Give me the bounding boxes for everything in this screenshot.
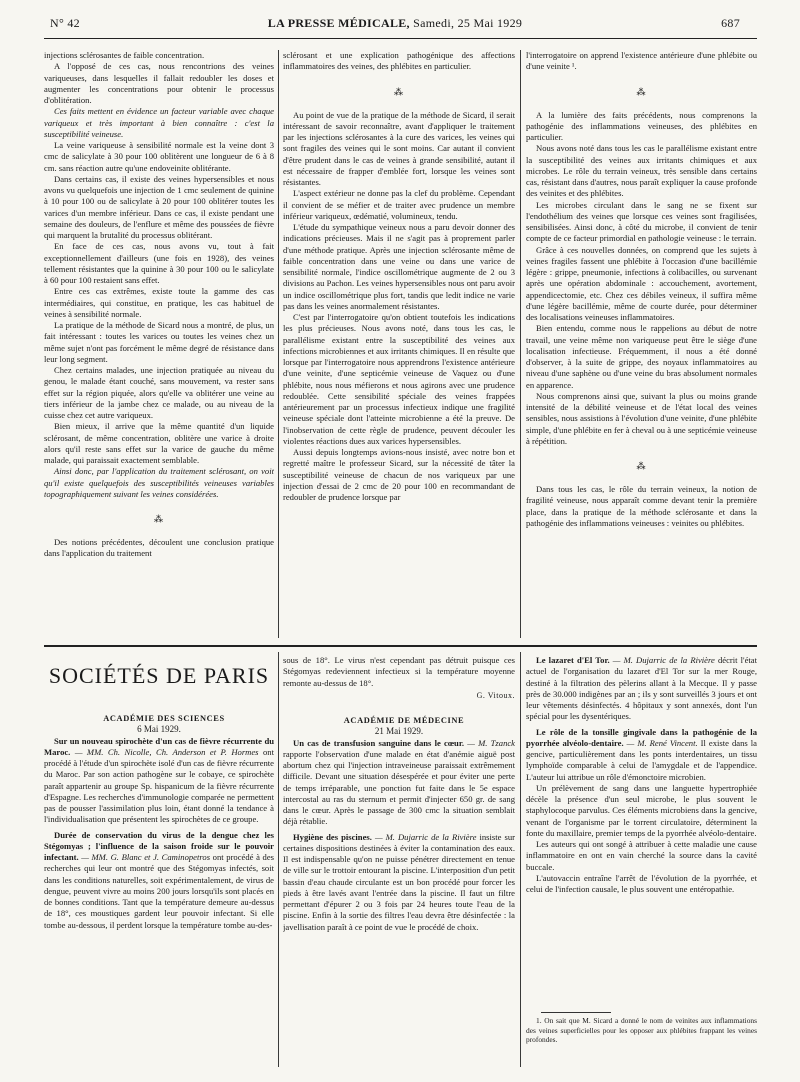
report-item [44,736,274,826]
report-text: ont procédé à l'étude d'un spirochète isolé d'un cas de fièvre récurrente du Maroc. Par son action pathogène sur le cobaye, ce spirochète paraît appartenir au groupe Sp. hispanicum de la fièvre récurrente d'Espagne. Les recherches d'immunologie comparée ne permettent pas de pousser l'assimilation plus loin, étant donné la tendance à l'individualisation que présentent les spirochètes de ce groupe. [44,746,274,825]
section-stars: ⁂ [636,461,647,471]
column-rule [278,50,279,638]
footnote [526,1016,757,1056]
article-column-2 [283,50,515,638]
article-column-1 [44,50,274,638]
paragraph: Nous comprenons ainsi que, suivant la plus ou moins grande intensité de la débilité veineuse et de l'état local des veines sensibles, nous assistions à l'évolution d'une veinite, d'une phlébite simple, d'une phlébite en fer à cheval ou à une septicémie veineuse à répétition. [526,390,757,446]
paragraph: Dans tous les cas, le rôle du terrain veineux, la notion de fragilité veineuse, nous apparaît comme devant tenir la première place, dans la pratique de la méthode sclérosante et dans la pathogénie des inflammations veineuses : veinites ou phlébites. [526,484,757,528]
footnote-text: 1. On sait que M. Sicard a donné le nom de veinites aux inflammations des veines superficielles pour les opposer aux phlébites frappant les veines profondes. [526,1016,757,1044]
paragraph: Grâce à ces nouvelles données, on comprend que les sujets à veines fragiles fassent une phlébite à l'occasion d'une bacillémie légère : grippe, pneumonie, infections à colibacilles, ou survenant après une opération abdominale : accouchement, avortement, appendicectomie, etc. Chez ces débiles veineux, il suffira même d'une légère bacillémie, même de courte durée, pour déterminer des localisations veineuses inflammatoires. [526,244,757,322]
paragraph: Nous avons noté dans tous les cas le parallélisme existant entre la susceptibilité des veines aux irritants chimiques et aux microbes. Le rôle du terrain veineux, très sensible dans certains cas, résistant dans d'autres, nous paraît expliquer la cause profonde des veinites et des phlébites. [526,143,757,199]
session-date: 21 Mai 1929. [374,726,424,737]
paragraph: Des notions précédentes, découlent une conclusion pratique dans l'application du traitement [44,537,274,559]
paragraph: Entre ces cas extrêmes, existe toute la gamme des cas intermédiaires, qui constitue, en pratique, les cas habituel de veines à sensibilité normale. [44,286,274,319]
report-authors: — M. René Vincent. [626,737,698,748]
column-rule [278,652,279,1067]
paragraph: Au point de vue de la pratique de la méthode de Sicard, il serait intéressant de savoir reconnaître, avant d'appliquer le traitement par les injections sclérosantes à la cure des varices, les veines qui sont fragiles des veines qui le sont moins. Car autant il convient d'être prudent dans le cas de veines à grande sensibilité, autant il est nécessaire de frapper d'emblée fort, lorsque les veines sont résistantes. [283,109,515,187]
academy-heading: ACADÉMIE DE MÉDECINE [343,716,465,725]
report-item [283,832,515,933]
section-title: SOCIÉTÉS DE PARIS [48,663,270,688]
paragraph: Bien entendu, comme nous le rappelions au début de notre travail, une veine même non variqueuse peut être le siège d'une localisation infectieuse. Fréquemment, il nous a été donné d'observer, à la suite de grippe, des noyaux inflammatoires au niveau d'une saphène ou d'une veine du bras absolument normales en apparence. [526,323,757,390]
article-column-3 [526,50,757,638]
report-text: insiste sur certaines dispositions destinées à éviter la contamination des eaux. Il est indispensable qu'on ne puisse pénétrer directement en tenue de ville sur le trottoir entourant la piscine. L'interposition d'un petit bassin d'eau chaude circulante est un bon procédé pour forcer les pieds à être lavés avant l'entrée dans la piscine. Il faut un filtre permettant d'épurer 2 ou 3 fois par 24 heures toute l'eau de la piscine. Enfin à la sortie des filtres l'eau devra être désinfectée : la javellisation paraît à ce point de vue le procédé de choix. [283,831,515,932]
report-title: Le lazaret d'El Tor. [536,655,610,665]
page-number: 687 [721,16,740,30]
report-item [283,738,515,828]
section-stars: ⁂ [636,86,647,97]
issue-number: N° 42 [50,16,80,30]
paragraph: A l'opposé de ces cas, nous rencontrions des veines variqueuses, dans lesquelles il fallait redoubler les doses et augmenter les concentrations pour obtenir le processus d'oblitération. [44,61,274,105]
report-text: décrit l'état actuel de l'organisation du lazaret d'El Tor sur la mer Rouge, destiné à la filtration des pèlerins allant à la Mecque. Il y passe près de 30.000 indigènes par an ; ils y sont surveillés 3 jours et ont leur vêtements désinfectés. 4 hôpitaux y sont annexés, dont l'un spécial pour les dysentériques. [526,655,757,722]
paragraph: Un prélèvement de sang dans une languette hypertrophiée décèle la présence d'un seul microbe, le plus souvent le staphylocoque parvulus. Ces éléments microbiens dans la gencive, venant de l'organisme par le torrent circulatoire, déterminent la fonte du maxillaire, premier temps de la pyorrhée alvéolo-dentaire. [526,782,757,838]
report-authors: — M. Dujarric de la Rivière [374,831,477,842]
paragraph: l'interrogatoire on apprend l'existence antérieure d'une phlébite ou d'une veinite ¹. [526,50,757,72]
societes-column-2 [283,655,515,1068]
running-head [50,16,740,36]
report-authors: — M. Tzanck [467,737,515,748]
report-item [526,655,757,723]
paragraph: L'aspect extérieur ne donne pas la clef du problème. Cependant il convient de se méfier et de traiter avec prudence un membre inférieur variqueux, œdématié, volumineux, tendu. [283,188,515,221]
section-rule [44,645,757,647]
paragraph: A la lumière des faits précédents, nous comprenons la pathogénie des inflammations veineuses, des phlébites en particulier. [526,109,757,142]
paragraph: Ainsi donc, par l'application du traitement sclérosant, on voit qu'il existe quelquefois des susceptibilités veineuses variables topographiquement suivant les veines considérées. [44,466,274,499]
paragraph: La veine variqueuse à sensibilité normale est la veine dont 3 cmc de salicylate à 30 pour 100 oblitèrent une longueur de 6 à 8 cm. sans réaction autre qu'une endoveinite oblitérante. [44,140,274,173]
report-continuation: sous de 18°. Le virus n'est cependant pas détruit puisque ces Stégomyas redeviennent infectieux si la température moyenne remonte au-dessus de 18°. [283,655,515,688]
journal-name: LA PRESSE MÉDICALE, [267,16,410,30]
report-authors: — MM. G. Blanc et J. Caminopetros [81,852,211,862]
societes-column-1 [44,713,274,1068]
report-title: Un cas de transfusion sanguine dans le cœur. [293,737,465,748]
report-item [44,830,274,931]
paragraph: Dans certains cas, il existe des veines hypersensibles et nous avons vu quelquefois une injection de 1 cmc seulement de quinine à 10 pour 100 ou de salicylate à 20 pour 100 oblitérer toutes les varices d'un membre inférieur. Dans ce cas, il existe pendant une semaine des douleurs, de l'enflure et même des poussées de fièvre qui marquent la brutalité du processus oblitérant. [44,173,274,240]
societes-column-3 [526,655,757,1010]
paragraph: La pratique de la méthode de Sicard nous a montré, de plus, un fait intéressant : toutes les varices ou toutes les veines chez un même sujet n'ont pas forcément le même degré de résistance dans leur long segment. [44,320,274,364]
report-title: Durée de conservation du virus de la dengue chez les Stégomyas ; l'influence de la saison froide sur le pouvoir infectant. [44,829,274,862]
session-date: 6 Mai 1929. [137,724,181,735]
journal-title [50,16,740,31]
paragraph: L'autovaccin entraîne l'arrêt de l'évolution de la pyorrhée, et celui de l'infection causale, le plus souvent une entéropathie. [526,872,757,894]
paragraph: Les auteurs qui ont songé à attribuer à cette maladie une cause inflammatoire en ont en vain cherché la source dans la cavité buccale. [526,839,757,872]
paragraph: Ces faits mettent en évidence un facteur variable avec chaque variqueux et très important à bien connaître : c'est la susceptibilité veineuse. [44,106,274,139]
report-title: Le rôle de la tonsille gingivale dans la pathogénie de la pyorrhée alvéolo-dentaire. [526,726,757,748]
section-stars: ⁂ [154,514,164,524]
header-rule [44,38,757,39]
footnote-rule [541,1012,611,1013]
paragraph: sclérosant et une explication pathogénique des affections inflammatoires des veines, des phlébites en particulier. [283,50,515,72]
report-title: Hygiène des piscines. [293,831,372,842]
academy-heading: ACADÉMIE DES SCIENCES [103,714,225,723]
reporter-signature: G. Vitoux. [476,690,515,700]
report-item [526,727,757,783]
report-authors: — MM. Ch. Nicolle, Ch. Anderson et P. Hormes [74,746,259,757]
paragraph: C'est par l'interrogatoire qu'on obtient toutefois les indications les plus précieuses. Nous avons noté, dans tous les cas, le parallélisme existant entre la susceptibilité des veines aux infections microbiennes et aux irritants chimiques. Il en résulte que lorsque par l'interrogatoire nous apprendrons l'existence antérieure d'une veinite, d'une septicémie veineuse de Vaquez ou d'une phlébite, nous nous méfierons et nous agirons avec une prudence redoublée. Cette sensibilité spéciale des veines frappées antérieurement par un processus infectieux indique une fragilité veineuse spéciale dont l'atteinte microbienne a été la preuve. De l'inobservation de cette règle de prudence, peuvent découler les violentes réactions dues aux varices hypersensibles. [283,312,515,446]
report-text: Il existe dans la gencive, particulièrement dans les ponts interdentaires, un tissu lymphoïde comparable à celui de l'amygdale et de l'appendice. L'auteur lui attribue un rôle d'émonctoire microbien. [526,737,757,782]
issue-date: Samedi, 25 Mai 1929 [409,16,523,30]
paragraph: L'étude du sympathique veineux nous a paru devoir donner des indications précieuses. Mais il ne s'agit pas à proprement parler d'une méthode pratique. Après une injection sclérosante même de faible concentration dans une veine ou dans une varice de sensibilité normale, l'indice oscillométrique augmente de 2 ou 3 divisions au Pachon. Les veines hypersensibles nous ont paru avoir un indice oscillométrique plus fort, tandis que ledit indice ne varie pas dans les veines anormalement résistantes. [283,222,515,311]
paragraph: Bien mieux, il arrive que la même quantité d'un liquide sclérosant, de même concentration, oblitère une varice à droite alors qu'il reste sans effet sur la varice de gauche du même malade, qui paraissait exactement semblable. [44,421,274,465]
column-rule [520,50,521,638]
report-text: rapporte l'observation d'une malade en état d'anémie aiguë post abortum chez qui l'injection intraveineuse paraissait extrêmement difficile. Devant une situation désespérée et pour éviter une perte de temps irréparable, une ponction fut faite dans le 5e espace intercostal au ras du sternum et permit d'injecter 650 gr. de sang dans le cœur. Après le passage de 300 cmc la situation semblait déjà rétablie. [283,748,515,827]
column-rule [520,652,521,1067]
paragraph: Les microbes circulant dans le sang ne se fixent sur l'endothélium des veines que lorsque ces veines sont fragilisées, sensibilisées. Ainsi donc, à côté du microbe, il convient de tenir compte de ce facteur primordial en pathologie veineuse : le terrain. [526,199,757,244]
paragraph: Aussi depuis longtemps avions-nous insisté, avec notre bon et regretté maître le professeur Sicard, sur la nécessité de tâter la susceptibilité veineuse de chacun de nos variqueux par une injection d'essai de 2 cmc de 20 pour 100 en recommandant de redoubler de prudence lorsque par [283,447,515,502]
report-authors: — M. Dujarric de la Rivière [612,655,715,665]
paragraph: Chez certains malades, une injection pratiquée au niveau du genou, le malade étant couché, sans mouvement, va rester sans effet sur la région piquée, alors qu'elle va oblitérer une veine au tiers inférieur de la jambe chez ce malade, ou au niveau de la cuisse chez cet autre variqueux. [44,365,274,420]
paragraph: En face de ces cas, nous avons vu, tout à fait exceptionnellement d'ailleurs (une fois en 1928), des veines tellement résistantes que la quinine à 30 pour 100 ou le salicylate à 60 pour 100 restaient sans effet. [44,241,274,285]
section-stars: ⁂ [394,86,404,97]
paragraph: injections sclérosantes de faible concentration. [44,50,205,60]
report-title: Sur un nouveau spirochète d'un cas de fièvre récurrente du Maroc. [44,735,274,757]
report-text: ont procédé à des recherches qui leur ont montré que des Stégomyas infectés, soit dans les conditions naturelles, soit expérimentalement, de virus de dengue, peuvent vivre au moins 200 jours lorsqu'ils sont placés en de bonnes conditions. Tant que la température demeure au-dessus de 18°, ces moustiques gardent leur pouvoir infectant. Si elle tombe au-dessous, il perdent lorsque la température tombe au-des- [44,852,274,930]
